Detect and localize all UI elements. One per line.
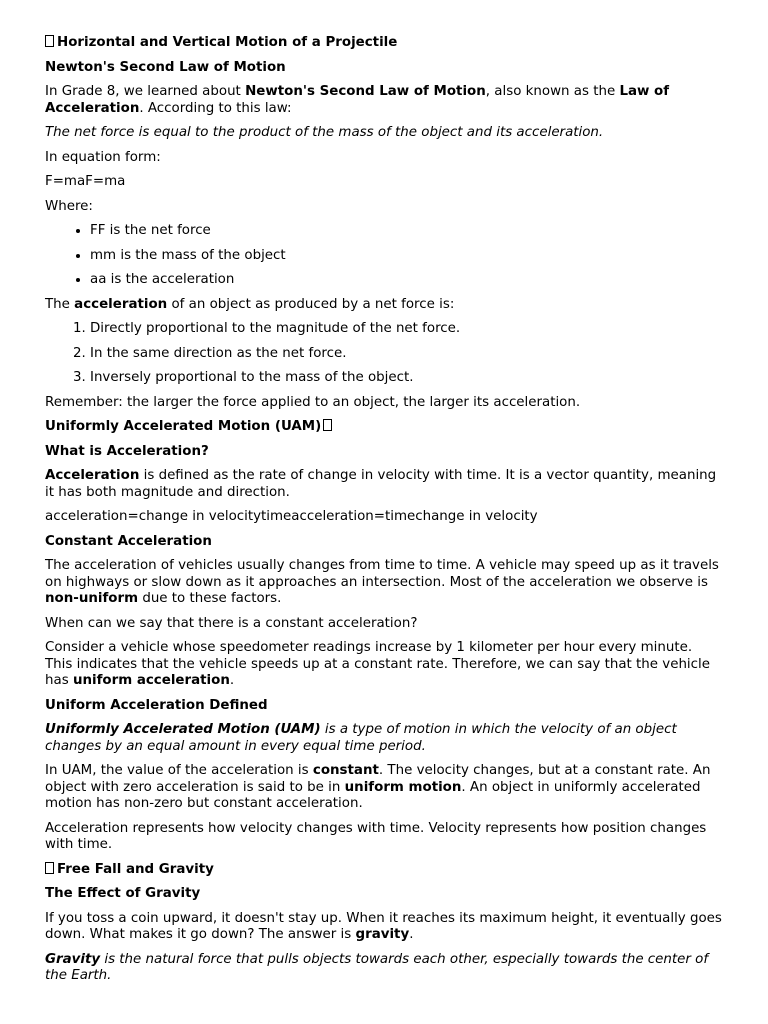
list-item: 1. Directly proportional to the magnitude of the net force. [90,321,723,338]
list-item: 2. In the same direction as the net force. [90,346,723,363]
paragraph-constant-acceleration: The acceleration of vehicles usually changes from time to time. A vehicle may speed up as it travels on highways or slow down as it approaches an intersection. Most of the acceleration we observe is non-uniform due to these factors. [45,558,719,606]
equation-label: In equation form: [45,149,161,165]
section-title-projectile: Horizontal and Vertical Motion of a Projectile [45,35,723,52]
paragraph-acceleration-props: The acceleration of an object as produced by a net force is: [45,296,455,312]
where-label: Where: [45,198,93,214]
question-constant-acceleration: When can we say that there is a constant acceleration? [45,615,418,631]
missing-glyph-icon [323,419,332,431]
paragraph-speedometer: Consider a vehicle whose speedometer readings increase by 1 kilometer per hour every minute. This indicates that the vehicle speeds up at a constant rate. Therefore, we can say that the vehicle has uniform acceleration. [45,640,710,688]
list-item: • FF is the net force [90,223,723,240]
paragraph-acceleration-definition: Acceleration is defined as the rate of change in velocity with time. It is a vector quantity, meaning it has both magnitude and direction. [45,468,717,500]
acceleration-formula: acceleration=change in velocitytimeacceleration=timechange in velocity [45,509,538,524]
list-item: • mm is the mass of the object [90,248,723,265]
paragraph-coin-toss: If you toss a coin upward, it doesn't stay up. When it reaches its maximum height, it eventually goes down. What makes it go down? The answer is gravity. [45,910,722,942]
heading-newton: Newton's Second Law of Motion [45,59,286,75]
list-item: 3. Inversely proportional to the mass of the object. [90,370,723,387]
heading-uniform-acceleration-defined: Uniform Acceleration Defined [45,697,268,713]
law-statement: The net force is equal to the product of the mass of the object and its acceleration. [45,125,604,140]
heading-effect-of-gravity: The Effect of Gravity [45,886,201,901]
paragraph-acceleration-represents: Acceleration represents how velocity changes with time. Velocity represents how position changes with time. [45,820,707,852]
variable-list [45,223,723,289]
heading-free-fall: Free Fall and Gravity [45,862,723,879]
heading-uam: Uniformly Accelerated Motion (UAM) [45,419,723,436]
missing-glyph-icon [45,862,54,874]
missing-glyph-icon [45,35,54,47]
heading-what-is-acceleration: What is Acceleration? [45,443,209,459]
list-item: • aa is the acceleration [90,272,723,289]
heading-constant-acceleration: Constant Acceleration [45,533,212,549]
paragraph-newton-intro: In Grade 8, we learned about Newton's Second Law of Motion, also known as the Law of Acceleration. According to this law: [45,84,670,116]
paragraph-in-uam: In UAM, the value of the acceleration is constant. The velocity changes, but at a constant rate. An object with zero acceleration is said to be in uniform motion. An object in uniformly accelerated motion has non-zero but constant acceleration. [45,763,711,811]
acceleration-property-list [45,321,723,387]
remember-note: Remember: the larger the force applied to an object, the larger its acceleration. [45,394,581,410]
uam-definition: Uniformly Accelerated Motion (UAM) is a type of motion in which the velocity of an object changes by an equal amount in every equal time period. [45,722,677,754]
equation: F=maF=ma [45,174,126,189]
gravity-definition: Gravity is the natural force that pulls objects towards each other, especially towards the center of the Earth. [45,951,709,983]
